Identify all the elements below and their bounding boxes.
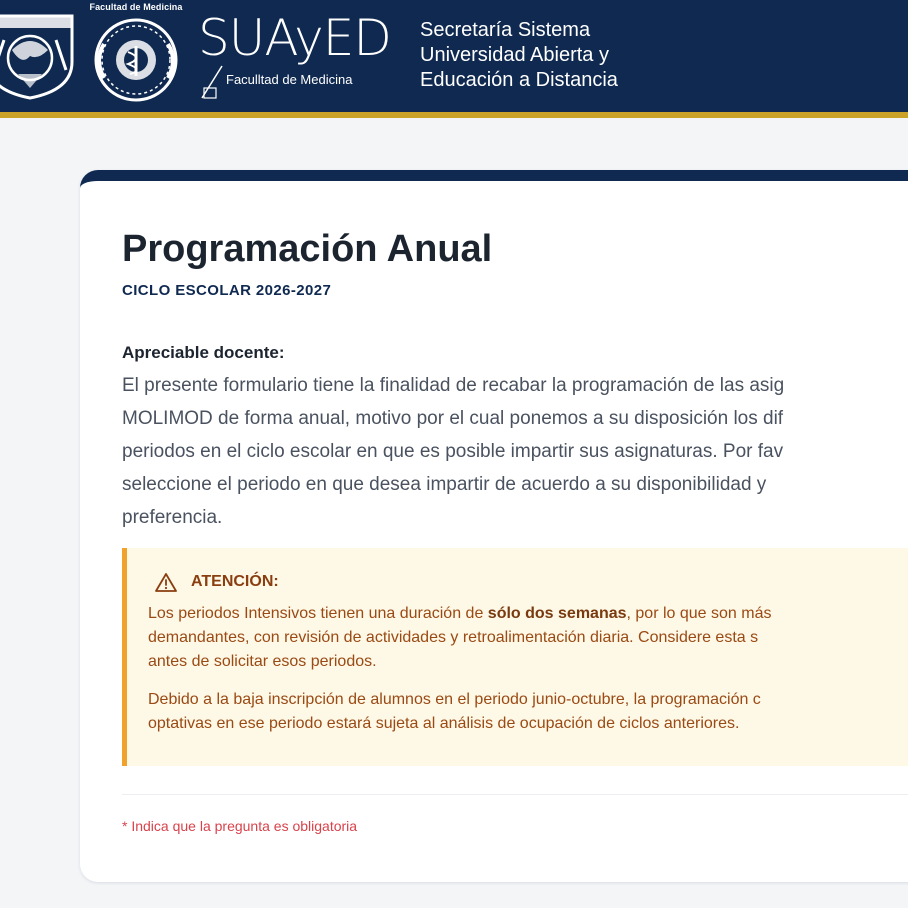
page-title: Programación Anual [122,228,493,270]
suayed-bracket-icon [200,64,224,100]
header-gold-stripe [0,112,908,118]
alert-text: , por lo que son más [626,605,772,622]
secretaria-title-line-1: Secretaría Sistema [420,19,591,41]
intro-line: MOLIMOD de forma anual, motivo por el cual ponemos a su disposición los dif [122,408,784,429]
alert-line: Debido a la baja inscripción de alumnos en el periodo junio-octubre, la programación c [148,691,761,708]
alert-paragraph-optativas [148,688,761,736]
facultad-medicina-logo[interactable] [86,2,186,106]
warning-triangle-icon [155,572,177,592]
site-header [0,0,908,112]
intro-line: periodos en el ciclo escolar en que es posible impartir sus asignaturas. Por fav [122,441,784,462]
form-divider [122,794,908,795]
alert-paragraph-intensive [148,602,771,674]
alert-text: Los periodos Intensivos tienen una duración de [148,605,488,622]
alert-title: ATENCIÓN: [191,573,279,590]
intro-line: El presente formulario tiene la finalidad de recabar la programación de las asig [122,375,785,396]
alert-line: antes de solicitar esos periodos. [148,653,377,670]
required-note: * Indica que la pregunta es obligatoria [122,818,358,834]
secretaria-title [420,18,618,93]
unam-shield-icon [0,10,78,102]
logo-fm-label: Facultad de Medicina [89,2,183,12]
suayed-wordmark: SUAyED [198,9,391,67]
intro-line: seleccione el periodo en que desea impartir de acuerdo a su disponibilidad y [122,474,767,495]
attention-alert [122,548,908,766]
greeting-heading: Apreciable docente: [122,343,285,362]
page-subtitle: CICLO ESCOLAR 2026-2027 [122,282,332,299]
intro-paragraph [122,369,908,534]
suayed-subtitle: Faculltad de Medicina [226,72,353,87]
alert-line [148,602,771,626]
unam-logo[interactable] [0,10,78,102]
suayed-logo[interactable] [198,8,408,104]
intro-line: preferencia. [122,507,223,528]
caduceus-seal-icon [90,16,182,104]
alert-line: optativas en ese periodo estará sujeta al análisis de ocupación de ciclos anteriores. [148,715,740,732]
secretaria-title-line-2: Universidad Abierta y [420,44,609,66]
secretaria-title-line-3: Educación a Distancia [420,69,618,91]
alert-line: demandantes, con revisión de actividades y retroalimentación diaria. Considere esta s [148,629,759,646]
alert-emphasis: sólo dos semanas [487,605,627,622]
